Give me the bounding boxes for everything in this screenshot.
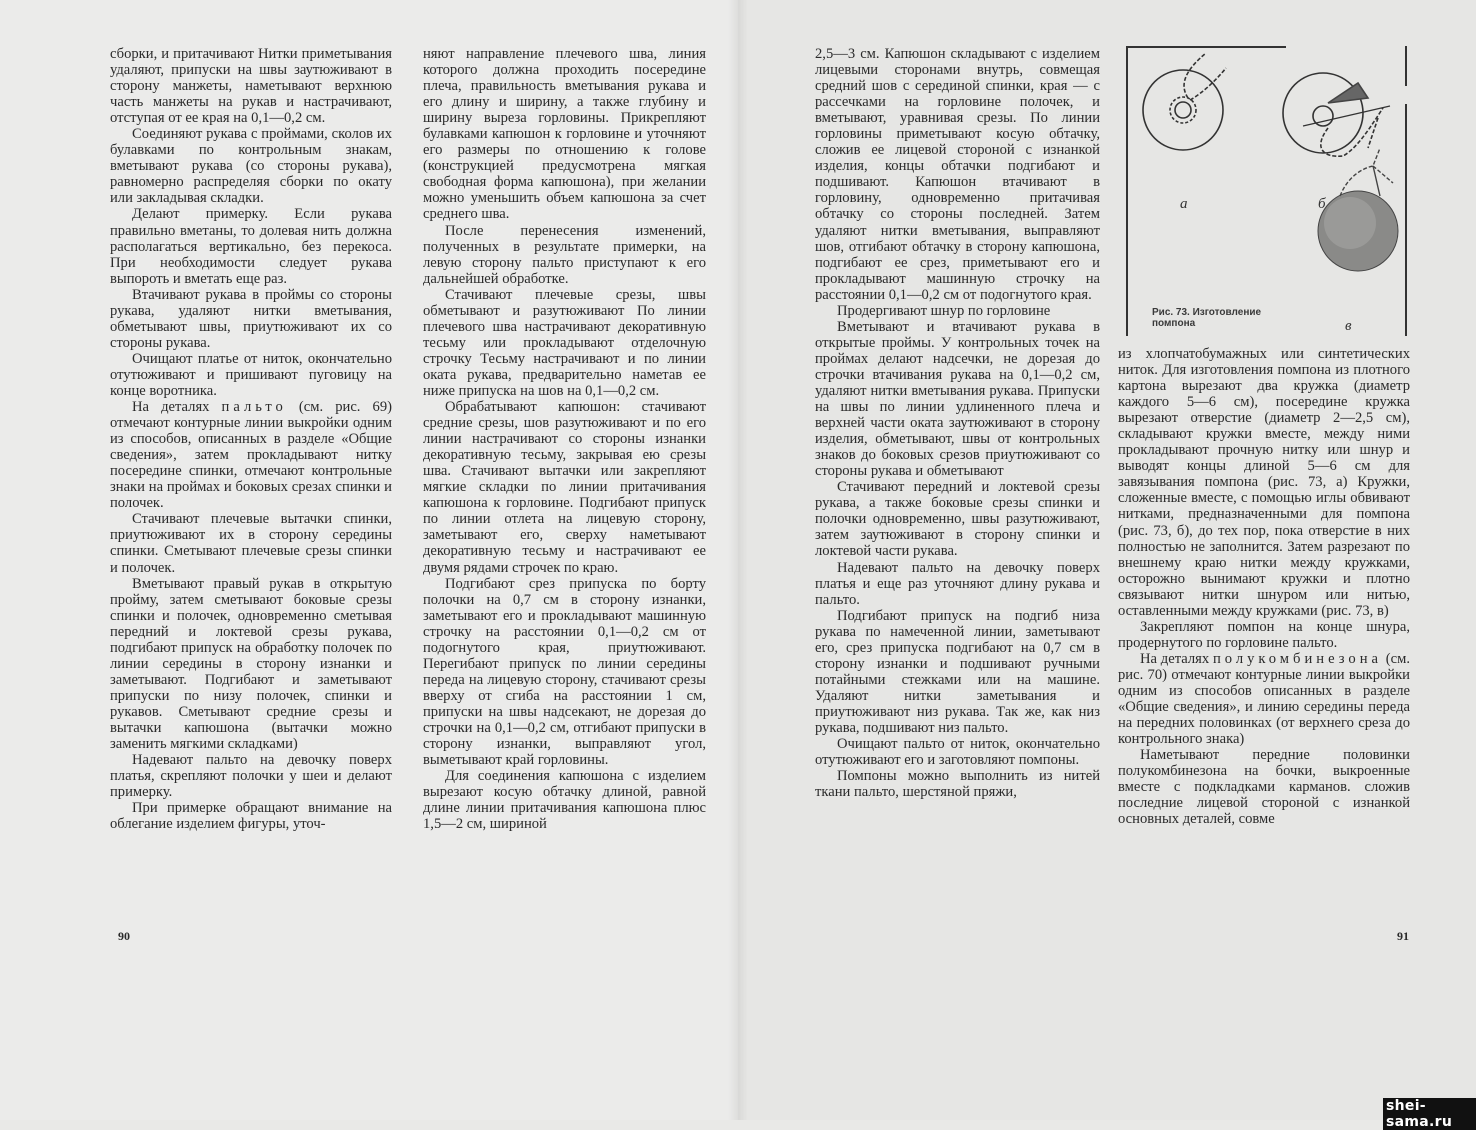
paragraph: Стачивают передний и локтевой срезы рукава, а также боковые срезы спинки и полочки одновременно, швы разутюживают, затем заутюживают в сторону спинки и локтевой части рукава. [815, 479, 1100, 560]
paragraph: 2,5—3 см. Капюшон складывают с изделием лицевыми сторонами внутрь, совмещая средний шов с серединой спинки, края — с рассечками на горловине полочек, и вметывают, уравнивая срезы. По линии горловины приметывают косую обтачку, сложив ее лицевой стороной с изнанкой изделия, концы обтачки подгибают и подшивают. Капюшон втачивают в горловину, одновременно притачивая обтачку со стороны последней. Затем удаляют нитки вметывания, выправляют шов, отгибают обтачку в сторону капюшона, подгибают ее срез, приметывают его и прокладывают машинную строчку на расстоянии 0,1—0,2 см от подогнутого края. [815, 46, 1100, 303]
book-gutter [728, 0, 748, 1120]
cardboard-ring-a-icon [1143, 53, 1226, 150]
paragraph: Продергивают шнур по горловине [837, 302, 1051, 319]
paragraph-text: (см. рис. 69) отмечают контурные линии выкройки одним из способов, описанных в разделе «Общие сведения», затем прокладывают нитку посередине спинки, отмечают контрольные знаки на проймах и боковых срезах спинки и полочек. [110, 399, 392, 512]
paragraph: После перенесения изменений, полученных в результате примерки, на левую сторону пальто приступают к его дальнейшей обработке. [423, 222, 706, 287]
paragraph: Стачивают плечевые вытачки спинки, приутюживают их в сторону середины спинки. Сметывают плечевые срезы спинки и полочек. [110, 511, 392, 576]
paragraph [110, 399, 392, 511]
left-page-column-2 [423, 46, 706, 832]
paragraph: Очищают пальто от ниток, окончательно отутюживают его и заготовляют помпоны. [815, 736, 1100, 769]
figure-label-c: в [1345, 318, 1352, 334]
paragraph: Делают примерку. Если рукава правильно вметаны, то долевая нить должна располагаться вертикально, без перекоса. При необходимости следует рукава выпороть и вметать еще раз. [110, 206, 392, 287]
page-number-right: 91 [1397, 929, 1409, 943]
paragraph: Подгибают срез припуска по борту полочки на 0,7 см в сторону изнанки, заметывают его и прокладывают машинную строчку на расстоянии 0,1—0,2 см от подогнутого края, приутюживают. Перегибают припуск по линии середины переда на лицевую сторону, стачивают срезы вверху от сгиба на расстоянии 1 см, припуски на швы надсекают, не дорезая до строчки на 0,1—0,2 см, отгибают припуски в сторону изнанки, выправляют угол, выметывают край горловины. [423, 575, 706, 769]
paragraph: Вметывают и втачивают рукава в открытые проймы. У контрольных точек на проймах делают надсечки, не дорезая до строчки втачивания рукава на 0,1—0,2 см, удаляют нитки вметывания рукава. Припуски на швы по линии удлиненного плеча и верхней части оката заутюживают в сторону изделия, обметывают, швы от контрольных знаков до боковых срезов приутюживают со стороны рукава и обметывают [815, 318, 1100, 480]
site-watermark: shei-sama.ru [1383, 1098, 1476, 1130]
right-page-column-2 [1118, 346, 1410, 827]
figure-frame-right [1405, 46, 1407, 86]
spaced-term: полукомбинезона [1212, 650, 1382, 667]
paragraph: Надевают пальто на девочку поверх платья и еще раз уточняют длину рукава и пальто. [815, 559, 1100, 608]
figure-caption: Рис. 73. Изготовление помпона [1152, 307, 1262, 329]
paragraph-lead: На деталях [1140, 650, 1213, 667]
paragraph-text: (см. рис. 70) отмечают контурные линии выкройки одним из способов описанных в разделе «Общие сведения», и линию середины переда на передних половинках (от верхнего среза до контрольного знака) [1118, 650, 1410, 748]
paragraph: Соединяют рукава с проймами, сколов их булавками по контрольным знакам, вметывают рукава (со стороны рукава), равномерно распределяя сборки по окату или закладывая складки. [110, 126, 392, 207]
paragraph: Наметывают передние половинки полукомбинезона на бочки, выкроенные вместе с подкладками карманов. сложив последние лицевой стороной с изнанкой основных деталей, совме [1118, 747, 1410, 828]
paragraph: няют направление плечевого шва, линия которого должна проходить посередине плеча, правильность вметывания рукава и его длину и ширину, а также глубину и ширину выреза горловины. Прикрепляют булавками капюшон к горловине и уточняют его размеры по отношению к голове (конструкцией предусмотрена мягкая свободная форма капюшона), при желании можно уменьшить объем капюшона за счет среднего шва. [423, 46, 706, 223]
paragraph: Обрабатывают капюшон: стачивают средние срезы, шов разутюживают и по его линии настрачивают со стороны изнанки декоративную тесьму, закрывая ею срезы шва. Стачивают вытачки или закрепляют мягкие складки по линии притачивания капюшона к горловине. Подгибают припуск по линии отлета на лицевую сторону, заметывают его, сверху наметывают декоративную тесьму и настрачивают ее двумя рядами строчек по краю. [423, 399, 706, 576]
left-page-column-1 [110, 46, 392, 832]
paragraph: Надевают пальто на девочку поверх платья, скрепляют полочки у шеи и делают примерку. [110, 752, 392, 801]
winding-ring-b-icon [1283, 73, 1390, 156]
paragraph: Для соединения капюшона с изделием вырезают косую обтачку длиной, равной длине линии притачивания капюшона плюс 1,5—2 см, шириной [423, 768, 706, 833]
paragraph: Стачивают плечевые срезы, швы обметывают и разутюживают По линии плечевого шва настрачивают декоративную тесьму или прокладывают отделочную строчку Тесьму настрачивают и по линии оката рукава, предварительно наметав ее ниже припуска на шов на 0,1—0,2 см. [423, 286, 706, 399]
paragraph: Подгибают припуск на подгиб низа рукава по намеченной линии, заметывают его, срез припуска подгибают на 0,7 см в сторону изнанки и подшивают ручными потайными стежками или на машине. Удаляют нитки заметывания и приутюживают низ рукава. Так же, как низ рукава, подшивают низ пальто. [815, 607, 1100, 736]
figure-label-a: а [1180, 196, 1188, 212]
spaced-term: пальто [221, 399, 287, 416]
paragraph: Помпоны можно выполнить из нитей ткани пальто, шерстяной пряжи, [815, 768, 1100, 801]
paragraph: Закрепляют помпон на конце шнура, продернутого по горловине пальто. [1118, 618, 1410, 651]
paragraph-lead: На деталях [132, 399, 222, 416]
paragraph: Очищают платье от ниток, окончательно отутюживают и пришивают пуговицу на конце воротника. [110, 350, 392, 399]
paragraph [1118, 651, 1410, 747]
page-number-left: 90 [118, 929, 130, 943]
right-page-column-1 [815, 46, 1100, 800]
pompon-illustration [1128, 48, 1404, 336]
paragraph: Втачивают рукава в проймы со стороны рукава, удаляют нитки вметывания, обметывают швы, приутюживают их со стороны рукава. [110, 286, 392, 351]
paragraph: сборки, и притачивают Нитки приметывания удаляют, припуски на швы заутюживают в сторону манжеты, наметывают верхнюю часть манжеты на рукав и настрачивают, отступая от ее края на 0,1—0,2 см. [110, 46, 392, 127]
figure-label-b: б [1318, 196, 1326, 212]
paragraph: Вметывают правый рукав в открытую пройму, затем сметывают боковые срезы спинки и полочек, одновременно сметывая передний и локтевой срезы рукава, подгибают припуск на обработку полочек по линии середины в сторону изнанки и заметывают. Подгибают и заметывают припуски по низу полочек, спинки и рукавов. Сметывают средние срезы и вытачки капюшона (вытачки можно заменить мягкими складками) [110, 575, 392, 753]
finished-pompon-c-icon [1318, 148, 1398, 271]
paragraph: При примерке обращают внимание на облегание изделием фигуры, уточ- [110, 800, 392, 833]
paragraph: из хлопчатобумажных или синтетических ниток. Для изготовления помпона из плотного картона вырезают два кружка (диаметр каждого 5—6 см), посередине кружка вырезают отверстие (диаметр 2—2,5 см), складывают кружки вместе, между ними прокладывают прочную нитку или шнур и выводят концы длиной 5—6 см для завязывания помпона (рис. 73, а) Кружки, сложенные вместе, с помощью иглы обвивают нитками, предназначенными для помпона (рис. 73, б), до тех пор, пока отверстие в них полностью не заполнится. Затем разрезают по внешнему краю нитки между кружками, осторожно вынимают кружки и плотно связывают нитки шнуром или нитью, оставленными между кружками (рис. 73, в) [1118, 346, 1410, 619]
figure-frame-right-lower [1405, 104, 1407, 336]
